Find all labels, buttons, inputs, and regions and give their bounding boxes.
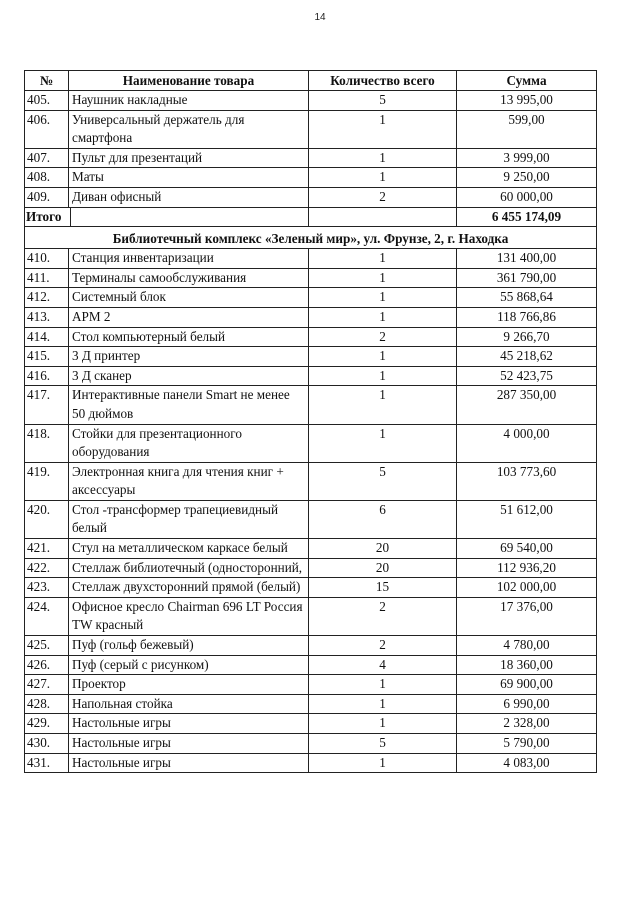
row-num: 406. — [25, 110, 69, 148]
page-number: 14 — [314, 12, 326, 23]
row-sum: 45 218,62 — [457, 347, 597, 367]
table-row — [25, 168, 597, 188]
row-num: 409. — [25, 187, 69, 207]
row-num: 428. — [25, 694, 69, 714]
row-qty: 1 — [309, 249, 457, 269]
row-qty: 6 — [309, 500, 457, 538]
row-sum: 287 350,00 — [457, 386, 597, 424]
table-row — [25, 578, 597, 598]
row-name: АРМ 2 — [69, 307, 309, 327]
header-qty: Количество всего — [309, 71, 457, 91]
row-sum: 361 790,00 — [457, 268, 597, 288]
row-sum: 69 540,00 — [457, 539, 597, 559]
table-row — [25, 558, 597, 578]
row-qty: 1 — [309, 268, 457, 288]
row-name: Системный блок — [69, 288, 309, 308]
row-name: Пуф (гольф бежевый) — [69, 636, 309, 656]
row-sum: 103 773,60 — [457, 462, 597, 500]
row-sum: 55 868,64 — [457, 288, 597, 308]
table-row — [25, 753, 597, 773]
total-label — [25, 207, 309, 227]
table-row — [25, 386, 597, 424]
row-qty: 1 — [309, 366, 457, 386]
table-row — [25, 734, 597, 754]
table-row — [25, 347, 597, 367]
row-num: 422. — [25, 558, 69, 578]
row-num: 415. — [25, 347, 69, 367]
table-row — [25, 597, 597, 635]
row-name: Интерактивные панели Smart не менее 50 дюймов — [69, 386, 309, 424]
row-qty: 1 — [309, 148, 457, 168]
row-qty: 1 — [309, 110, 457, 148]
table-row — [25, 187, 597, 207]
table-row — [25, 694, 597, 714]
row-num: 419. — [25, 462, 69, 500]
table-row — [25, 675, 597, 695]
row-num: 410. — [25, 249, 69, 269]
row-name: Терминалы самообслуживания — [69, 268, 309, 288]
row-qty: 1 — [309, 714, 457, 734]
row-num: 407. — [25, 148, 69, 168]
row-qty: 1 — [309, 288, 457, 308]
rows-before-total — [25, 91, 597, 208]
row-qty: 1 — [309, 307, 457, 327]
table-row — [25, 327, 597, 347]
table-row — [25, 91, 597, 111]
table-row — [25, 636, 597, 656]
row-num: 426. — [25, 655, 69, 675]
row-name: Стул на металлическом каркасе белый — [69, 539, 309, 559]
row-name: Маты — [69, 168, 309, 188]
table-row — [25, 249, 597, 269]
row-sum: 599,00 — [457, 110, 597, 148]
total-qty — [309, 207, 457, 227]
row-sum: 4 780,00 — [457, 636, 597, 656]
total-label-text: Итого — [25, 208, 71, 227]
row-name: Настольные игры — [69, 714, 309, 734]
row-name: Настольные игры — [69, 753, 309, 773]
row-sum: 5 790,00 — [457, 734, 597, 754]
row-sum: 18 360,00 — [457, 655, 597, 675]
row-num: 425. — [25, 636, 69, 656]
row-name: Наушник накладные — [69, 91, 309, 111]
total-row — [25, 207, 597, 227]
row-qty: 1 — [309, 675, 457, 695]
row-num: 420. — [25, 500, 69, 538]
header-name: Наименование товара — [69, 71, 309, 91]
section-row — [25, 227, 597, 249]
row-num: 411. — [25, 268, 69, 288]
row-name: Напольная стойка — [69, 694, 309, 714]
row-num: 405. — [25, 91, 69, 111]
goods-table — [24, 70, 597, 773]
section-title: Библиотечный комплекс «Зеленый мир», ул. Фрунзе, 2, г. Находка — [25, 227, 597, 249]
row-name: Универсальный держатель для смартфона — [69, 110, 309, 148]
header-num: № — [25, 71, 69, 91]
row-qty: 5 — [309, 91, 457, 111]
row-num: 431. — [25, 753, 69, 773]
table-row — [25, 148, 597, 168]
table-row — [25, 307, 597, 327]
row-qty: 20 — [309, 539, 457, 559]
row-name: Станция инвентаризации — [69, 249, 309, 269]
row-sum: 9 250,00 — [457, 168, 597, 188]
row-qty: 1 — [309, 424, 457, 462]
row-num: 414. — [25, 327, 69, 347]
row-sum: 131 400,00 — [457, 249, 597, 269]
row-num: 412. — [25, 288, 69, 308]
rows-after-section — [25, 249, 597, 773]
row-qty: 5 — [309, 734, 457, 754]
row-num: 416. — [25, 366, 69, 386]
table-row — [25, 500, 597, 538]
row-name: Стойки для презентационного оборудования — [69, 424, 309, 462]
row-sum: 102 000,00 — [457, 578, 597, 598]
row-name: Настольные игры — [69, 734, 309, 754]
row-qty: 2 — [309, 597, 457, 635]
row-num: 424. — [25, 597, 69, 635]
row-name: Офисное кресло Chairman 696 LT Россия TW красный — [69, 597, 309, 635]
row-name: Проектор — [69, 675, 309, 695]
row-num: 417. — [25, 386, 69, 424]
row-qty: 5 — [309, 462, 457, 500]
row-sum: 118 766,86 — [457, 307, 597, 327]
row-qty: 1 — [309, 753, 457, 773]
row-qty: 1 — [309, 694, 457, 714]
row-num: 418. — [25, 424, 69, 462]
table-row — [25, 714, 597, 734]
row-sum: 51 612,00 — [457, 500, 597, 538]
row-num: 429. — [25, 714, 69, 734]
row-sum: 60 000,00 — [457, 187, 597, 207]
row-name: Стеллаж двухсторонний прямой (белый) — [69, 578, 309, 598]
row-sum: 112 936,20 — [457, 558, 597, 578]
row-num: 427. — [25, 675, 69, 695]
row-name: Стол -трансформер трапециевидный белый — [69, 500, 309, 538]
total-sum: 6 455 174,09 — [457, 207, 597, 227]
row-sum: 69 900,00 — [457, 675, 597, 695]
row-qty: 1 — [309, 168, 457, 188]
row-name: Пульт для презентаций — [69, 148, 309, 168]
row-name: Диван офисный — [69, 187, 309, 207]
row-name: Стеллаж библиотечный (односторонний, — [69, 558, 309, 578]
table-row — [25, 366, 597, 386]
row-qty: 20 — [309, 558, 457, 578]
row-sum: 4 000,00 — [457, 424, 597, 462]
header-sum: Сумма — [457, 71, 597, 91]
row-qty: 4 — [309, 655, 457, 675]
table-row — [25, 424, 597, 462]
row-num: 423. — [25, 578, 69, 598]
row-sum: 6 990,00 — [457, 694, 597, 714]
row-name: Электронная книга для чтения книг + аксессуары — [69, 462, 309, 500]
row-name: 3 Д сканер — [69, 366, 309, 386]
table-row — [25, 268, 597, 288]
row-sum: 3 999,00 — [457, 148, 597, 168]
row-sum: 9 266,70 — [457, 327, 597, 347]
table-row — [25, 655, 597, 675]
row-qty: 2 — [309, 636, 457, 656]
table-row — [25, 462, 597, 500]
row-name: 3 Д принтер — [69, 347, 309, 367]
total-section — [25, 207, 597, 249]
row-num: 421. — [25, 539, 69, 559]
row-sum: 13 995,00 — [457, 91, 597, 111]
row-qty: 2 — [309, 187, 457, 207]
row-name: Стол компьютерный белый — [69, 327, 309, 347]
row-qty: 1 — [309, 347, 457, 367]
row-name: Пуф (серый с рисунком) — [69, 655, 309, 675]
table-row — [25, 288, 597, 308]
row-qty: 2 — [309, 327, 457, 347]
row-sum: 2 328,00 — [457, 714, 597, 734]
row-sum: 17 376,00 — [457, 597, 597, 635]
table-row — [25, 539, 597, 559]
row-num: 408. — [25, 168, 69, 188]
header-row — [25, 71, 597, 91]
row-sum: 4 083,00 — [457, 753, 597, 773]
table-row — [25, 110, 597, 148]
row-sum: 52 423,75 — [457, 366, 597, 386]
row-qty: 15 — [309, 578, 457, 598]
row-qty: 1 — [309, 386, 457, 424]
row-num: 430. — [25, 734, 69, 754]
row-num: 413. — [25, 307, 69, 327]
